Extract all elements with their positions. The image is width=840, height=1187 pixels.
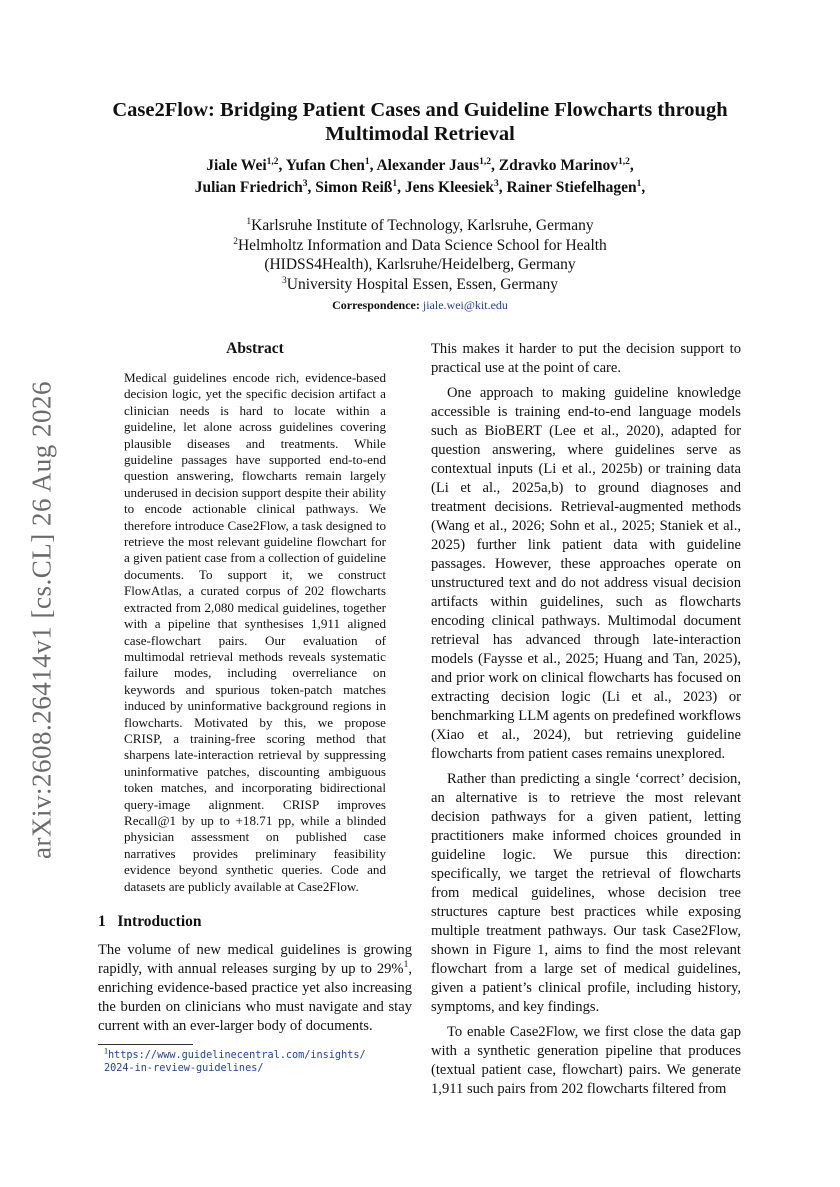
footnote-marker[interactable]: 1 — [403, 960, 409, 971]
abstract-heading: Abstract — [226, 340, 284, 357]
author-list — [80, 155, 760, 199]
author-line-2: Julian Friedrich$^3$, Simon Reiß$^1$, Jens Kleesiek$^3$, Rainer Stiefelhagen$^1$, — [194, 178, 646, 196]
author-affil: 1 — [364, 156, 370, 167]
author-name: Simon Reiß — [315, 179, 393, 196]
footnote-url-link[interactable]: https://www.guidelinecentral.com/insights/ 2024-in-review-guidelines/ — [104, 1050, 366, 1074]
correspondence — [80, 298, 760, 313]
author-line-1: Jiale Wei$^{1,2}$, Yufan Chen$^1$, Alexander Jaus$^{1,2}$, Zdravko Marinov$^{1,2}$, — [206, 156, 634, 174]
paper-title — [80, 98, 760, 146]
arxiv-id-text: arXiv:2608.26414v1 [cs.CL] 26 Aug 2026 — [26, 381, 57, 859]
section-heading-introduction — [98, 913, 412, 931]
author-name: Yufan Chen — [285, 157, 365, 174]
affiliation-line: $^3$University Hospital Essen, Essen, Germany — [282, 275, 558, 293]
author-name: Jiale Wei — [206, 157, 267, 174]
author-name: Julian Friedrich — [194, 179, 303, 196]
intro-paragraph-1-continued: This makes it harder to put the decision support to practical use at the point of care. — [431, 341, 741, 376]
title-line-2: Multimodal Retrieval — [325, 123, 515, 145]
affiliations — [80, 216, 760, 294]
author-affil: 1 — [636, 178, 642, 189]
left-column — [98, 340, 412, 1075]
section-number: 1 — [98, 913, 106, 930]
author-name: Rainer Stiefelhagen — [506, 179, 637, 196]
affiliation-line: $^1$Karlsruhe Institute of Technology, Karlsruhe, Germany — [246, 216, 594, 234]
intro-paragraph-3: Rather than predicting a single ‘correct’ decision, an alternative is to retrieve the most relevant decision pathways for a given patient, letting practitioners make informed choices grounded in guideline logic. We pursue this direction: specifically, we target the retrieval of flowcharts from medical guidelines, whose decision tree structures capture best practices while exposing multiple treatment pathways. Our task Case2Flow, shown in Figure 1, aims to find the most relevant flowchart from a large set of medical guidelines, given a patient’s clinical profile, including history, symptoms, and key findings. — [431, 771, 741, 1015]
affiliation-line: $^2$Helmholtz Information and Data Science School for Health — [233, 236, 607, 254]
author-name: Alexander Jaus — [376, 157, 480, 174]
intro-paragraph-2: One approach to making guideline knowledge accessible is training end-to-end language models such as BioBERT (Lee et al., 2020), adapted for question answering, where guidelines serve as contextual inputs (Li et al., 2025b) or training data (Li et al., 2025a,b) to ground diagnoses and treatment decisions. Retrieval-augmented methods (Wang et al., 2026; Sohn et al., 2025; Staniek et al., 2025) further link patient data with guideline passages. However, these approaches operate on unstructured text and do not address visual decision artifacts within guidelines, such as flowcharts encoding clinical pathways. Multimodal document retrieval has advanced through late-interaction models (Faysse et al., 2025; Huang and Tan, 2025), and prior work on clinical flowcharts has focused on extracting decision logic (Li et al., 2023) or benchmarking LLM agents on predefined workflows (Xiao et al., 2024), but retrieving guideline flowcharts from patient cases remains unexplored. — [431, 385, 741, 762]
footnote-divider — [98, 1044, 193, 1045]
intro-paragraph-1: The volume of new medical guidelines is growing rapidly, with annual releases surging by up to 29%$^1$, enriching evidence-based practice yet also increasing the burden on clinicians who must navigate and stay current with an ever-larger body of documents. — [98, 942, 412, 1034]
author-name: Zdravko Marinov — [498, 157, 619, 174]
right-column — [431, 340, 741, 1099]
author-affil: 3 — [494, 178, 499, 189]
section-title: Introduction — [117, 913, 202, 930]
correspondence-label: Correspondence: — [332, 298, 420, 312]
author-affil: 1 — [392, 178, 398, 189]
author-affil: 1,2 — [479, 156, 491, 167]
author-affil: 1,2 — [618, 156, 630, 167]
arxiv-identifier — [22, 340, 62, 900]
intro-paragraph-4: To enable Case2Flow, we first close the data gap with a synthetic generation pipeline that produces (textual patient case, flowchart) pairs. We generate 1,911 such pairs from 202 flowcharts filtered from — [431, 1024, 741, 1097]
author-name: Jens Kleesiek — [404, 179, 494, 196]
title-line-1: Case2Flow: Bridging Patient Cases and Guideline Flowcharts through — [112, 99, 728, 121]
author-affil: 3 — [302, 178, 308, 189]
correspondence-email-link[interactable]: jiale.wei@kit.edu — [422, 298, 508, 312]
author-affil: 1,2 — [266, 156, 279, 167]
footnote: $^1$https://www.guidelinecentral.com/insights/ 2024-in-review-guidelines/ — [104, 1046, 366, 1074]
affiliation-line: (HIDSS4Health), Karlsruhe/Heidelberg, Germany — [264, 256, 576, 273]
abstract-text: Medical guidelines encode rich, evidence-based decision logic, yet the specific decision artifact a clinician needs is hard to locate within a guideline, let alone across guidelines covering plausible diseases and treatments. While guideline passages have supported end-to-end question answering, flowcharts remain largely underused in decision support despite their ability to encode actionable clinical pathways. We therefore introduce Case2Flow, a task designed to retrieve the most relevant guideline flowchart for a given patient case from a collection of guideline documents. To support it, we construct FlowAtlas, a curated corpus of 202 flowcharts extracted from 2,080 medical guidelines, together with a pipeline that synthesises 1,911 aligned case-flowchart pairs. Our evaluation of multimodal retrieval methods reveals systematic failure modes, including overreliance on keywords and spurious token-patch matches induced by uninformative background regions in flowcharts. Motivated by this, we propose CRISP, a training-free scoring method that sharpens late-interaction retrieval by suppressing uninformative patches, discounting ambiguous token matches, and incorporating bidirectional query-image alignment. CRISP improves Recall@1 by up to +18.71 pp, while a blinded physician assessment on published case narratives provides preliminary feasibility evidence beyond synthetic queries. Code and datasets are publicly available at Case2Flow. — [124, 370, 386, 894]
